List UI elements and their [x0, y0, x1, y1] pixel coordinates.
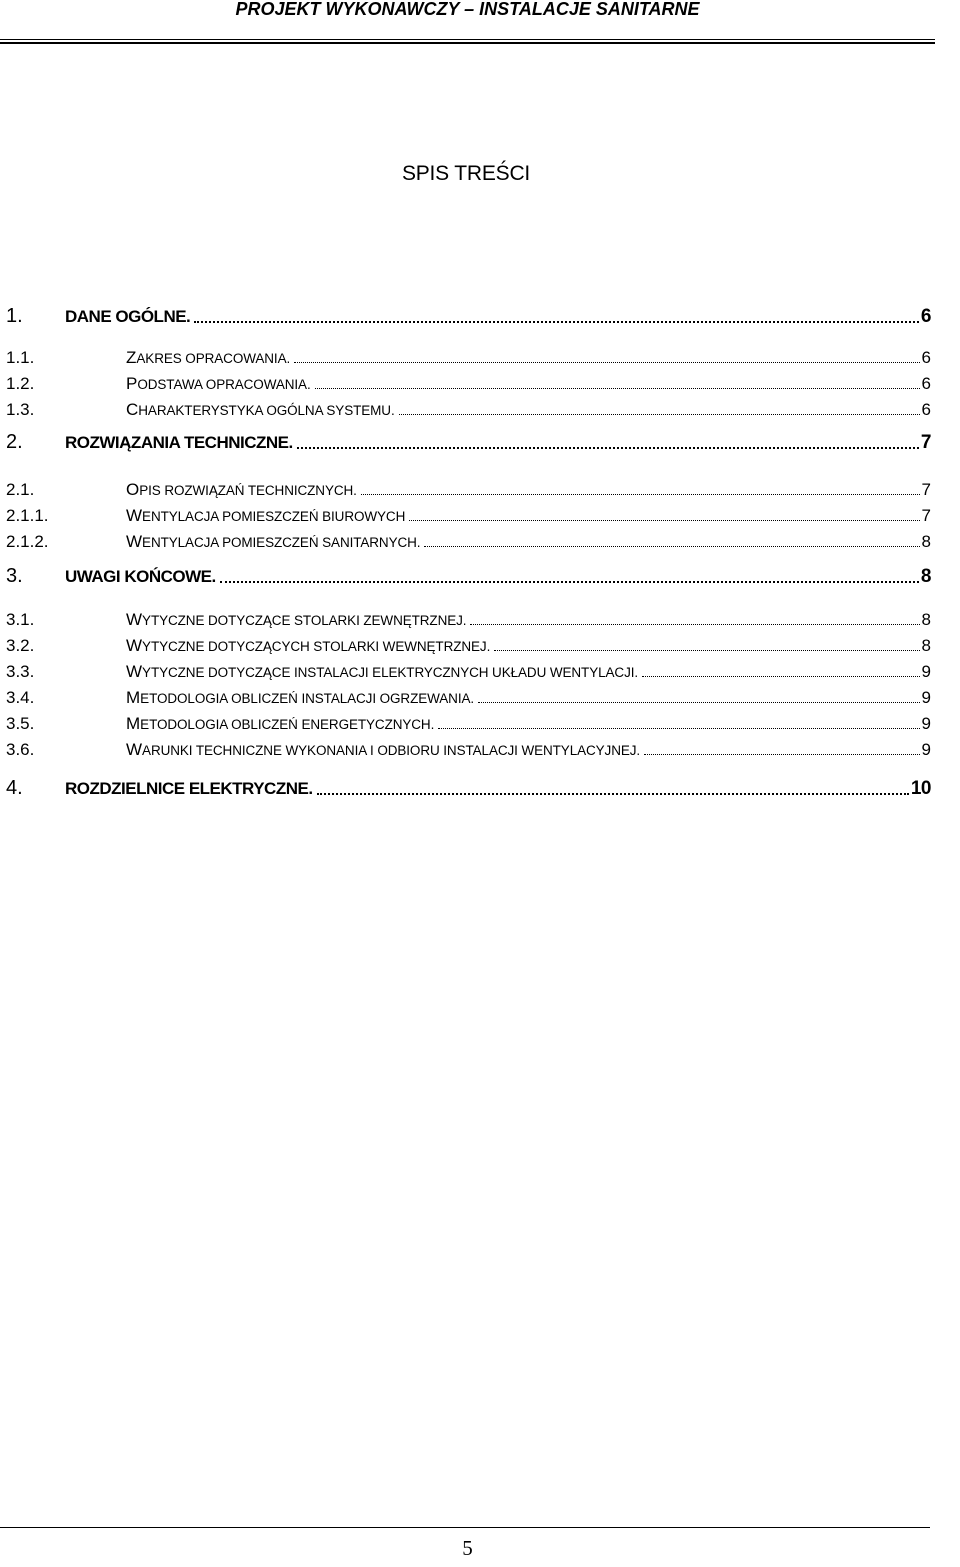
toc-entry-number: 4.: [6, 777, 23, 799]
toc-entry-page: 8: [920, 566, 931, 587]
toc-entry-page: 6: [920, 306, 931, 327]
toc-entry-title-part: W: [126, 610, 143, 629]
toc-dot-leader: [470, 624, 919, 625]
toc-entry-number: 2.1.: [6, 480, 35, 499]
toc-entry[interactable]: [6, 526, 931, 552]
toc-entry-page: 6: [921, 400, 931, 419]
toc-entry[interactable]: [6, 734, 931, 760]
toc-entry-title-part: M: [126, 714, 141, 733]
toc-entry-number: 3.: [6, 565, 23, 587]
toc-entry[interactable]: [6, 656, 931, 682]
toc-entry-title-part: W: [126, 662, 143, 681]
toc-entry-page: 10: [910, 778, 931, 799]
toc-entry-number: 3.1.: [6, 610, 35, 629]
toc-entry-page: 9: [921, 740, 931, 759]
toc-entry-number: 1.: [6, 305, 23, 327]
toc-entry-page: 8: [921, 610, 931, 629]
toc-entry-title-part: ARUNKI TECHNICZNE WYKONANIA I ODBIORU INSTALACJI WENTYLACYJNEJ.: [142, 743, 641, 758]
toc-entry-title: [126, 506, 407, 526]
toc-dot-leader: [642, 676, 920, 677]
page-number: 5: [462, 1536, 473, 1560]
toc-entry-page: 7: [921, 506, 931, 525]
toc-entry-title: [126, 714, 436, 734]
toc-entry-page: 9: [921, 688, 931, 707]
toc-entry-title-part: ETODOLOGIA OBLICZEŃ ENERGETYCZNYCH.: [140, 717, 435, 732]
toc-entry-title: [126, 480, 359, 500]
toc-entry-title: [126, 532, 422, 552]
toc-entry-page: 6: [921, 348, 931, 367]
footer-rule: [0, 1527, 930, 1528]
toc-dot-leader: [297, 447, 919, 449]
toc-entry-title-part: M: [126, 688, 141, 707]
toc-entry-title-part: ROZWIĄZANIA TECHNICZNE.: [65, 433, 293, 452]
toc-dot-leader: [644, 754, 919, 755]
toc-entry[interactable]: [6, 474, 931, 500]
toc-entry-title-part: W: [126, 532, 143, 551]
toc-entry-title-part: ROZDZIELNICE ELEKTRYCZNE.: [65, 779, 313, 798]
running-header: PROJEKT WYKONAWCZY – INSTALACJE SANITARNE: [235, 0, 700, 19]
toc-entry[interactable]: [6, 342, 931, 368]
toc-entry[interactable]: [6, 630, 931, 656]
toc-entry-number: 2.: [6, 431, 23, 453]
toc-dot-leader: [315, 388, 920, 389]
toc-dot-leader: [438, 728, 919, 729]
toc-heading: SPIS TREŚCI: [401, 162, 531, 185]
toc-entry-number: 3.5.: [6, 714, 35, 733]
toc-entry-page: 7: [920, 432, 931, 453]
toc-entry-number: 3.3.: [6, 662, 35, 681]
toc-entry-page: 8: [921, 532, 931, 551]
toc-dot-leader: [409, 520, 919, 521]
toc-entry-title: [126, 740, 642, 760]
toc-entry-number: 3.6.: [6, 740, 35, 759]
toc-entry-title-part: O: [126, 480, 140, 499]
toc-entry-page: 6: [921, 374, 931, 393]
toc-entry-title: [126, 662, 640, 682]
toc-entry-number: 1.2.: [6, 374, 35, 393]
toc-entry-number: 2.1.1.: [6, 506, 49, 525]
toc-dot-leader: [478, 702, 919, 703]
toc-entry-title-part: AKRES OPRACOWANIA.: [136, 351, 291, 366]
toc-entry[interactable]: [6, 604, 931, 630]
toc-dot-leader: [361, 494, 920, 495]
toc-entry-title-part: ENTYLACJA POMIESZCZEŃ BIUROWYCH: [142, 509, 406, 524]
toc-entry-number: 3.4.: [6, 688, 35, 707]
toc-entry-title: [65, 306, 192, 328]
toc-entry[interactable]: [6, 682, 931, 708]
toc-entry-title: [126, 636, 492, 656]
toc-entry-number: 1.3.: [6, 400, 35, 419]
toc-entry-title-part: DANE OGÓLNE.: [65, 307, 191, 326]
toc-entry-title-part: HARAKTERYSTYKA OGÓLNA SYSTEMU.: [138, 403, 395, 418]
toc-entry-title-part: ODSTAWA OPRACOWANIA.: [137, 377, 311, 392]
toc-entry-title-part: W: [126, 740, 143, 759]
toc-entry[interactable]: [6, 302, 931, 328]
toc-entry[interactable]: [6, 708, 931, 734]
toc-entry-title: [126, 400, 397, 420]
toc-dot-leader: [424, 546, 919, 547]
toc-entry-title-part: PIS ROZWIĄZAŃ TECHNICZNYCH.: [139, 483, 357, 498]
toc-entry-number: 3.2.: [6, 636, 35, 655]
toc-entry-title-part: YTYCZNE DOTYCZĄCYCH STOLARKI WEWNĘTRZNEJ.: [142, 639, 491, 654]
header-rule-thick: [0, 42, 935, 44]
toc-entry-page: 8: [921, 636, 931, 655]
toc-entry-title: [65, 432, 295, 454]
toc-dot-leader: [317, 793, 909, 795]
toc-entry-page: 9: [921, 714, 931, 733]
toc-entry-title-part: W: [126, 636, 143, 655]
toc-entry-title: [65, 566, 218, 588]
toc-entry[interactable]: [6, 774, 931, 800]
toc-entry-title: [126, 610, 468, 630]
toc-entry-title-part: UWAGI KOŃCOWE.: [65, 567, 216, 586]
toc-dot-leader: [399, 414, 920, 415]
toc-entry-title-part: P: [126, 374, 138, 393]
toc-entry[interactable]: [6, 562, 931, 588]
toc-entry-number: 1.1.: [6, 348, 35, 367]
toc-entry-title: [126, 374, 313, 394]
toc-entry-title-part: Z: [126, 348, 137, 367]
toc-entry-title: [126, 348, 292, 368]
toc-entry-page: 9: [921, 662, 931, 681]
toc-dot-leader: [194, 321, 919, 323]
toc-dot-leader: [220, 581, 919, 583]
toc-entry[interactable]: [6, 394, 931, 420]
toc-dot-leader: [294, 362, 919, 363]
toc-entry-title: [126, 688, 476, 708]
toc-entry[interactable]: [6, 428, 931, 454]
toc-entry-title-part: YTYCZNE DOTYCZĄCE INSTALACJI ELEKTRYCZNYCH UKŁADU WENTYLACJI.: [142, 665, 639, 680]
toc-entry-title-part: ETODOLOGIA OBLICZEŃ INSTALACJI OGRZEWANIA.: [140, 691, 475, 706]
header-rule: [0, 39, 935, 40]
toc-entry-number: 2.1.2.: [6, 532, 49, 551]
toc-entry-title-part: W: [126, 506, 143, 525]
toc-entry[interactable]: [6, 500, 931, 526]
toc-entry-page: 7: [921, 480, 931, 499]
toc-entry-title-part: C: [126, 400, 139, 419]
toc-entry[interactable]: [6, 368, 931, 394]
toc-entry-title-part: ENTYLACJA POMIESZCZEŃ SANITARNYCH.: [142, 535, 421, 550]
toc-dot-leader: [494, 650, 919, 651]
toc-entry-title: [65, 778, 315, 800]
toc-entry-title-part: YTYCZNE DOTYCZĄCE STOLARKI ZEWNĘTRZNEJ.: [142, 613, 467, 628]
